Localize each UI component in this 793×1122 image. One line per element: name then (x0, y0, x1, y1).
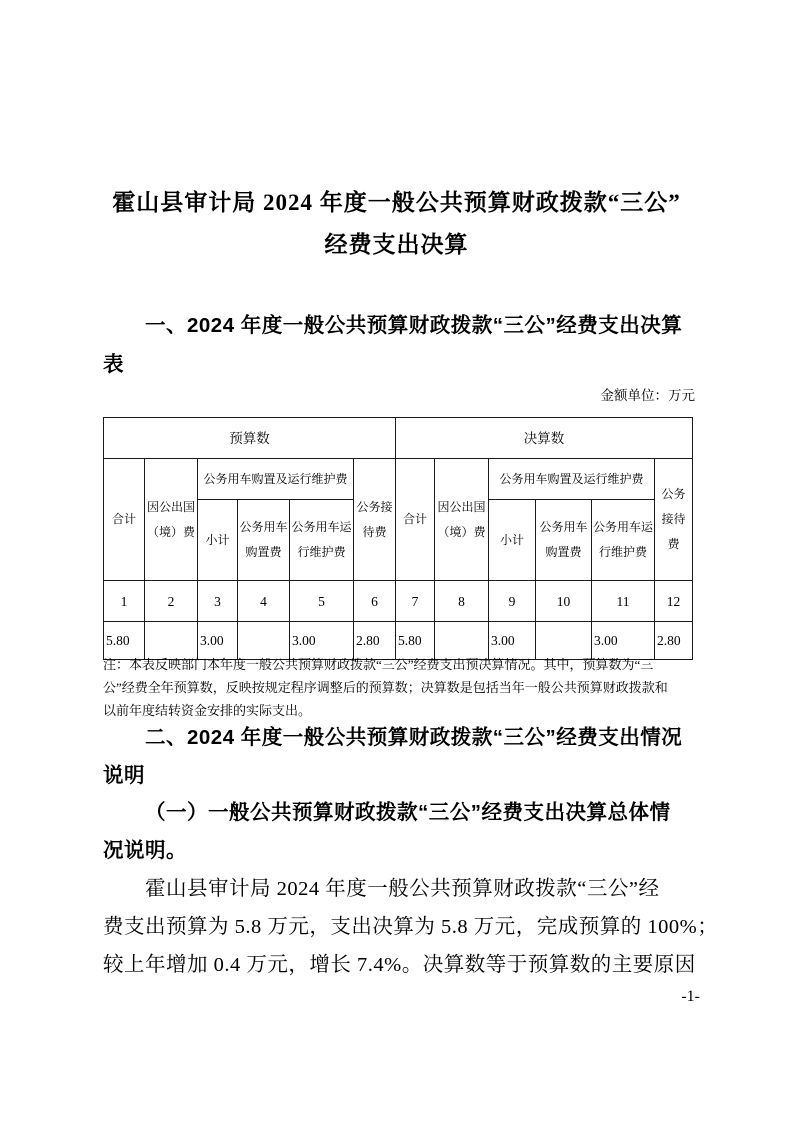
column-number-cell: 12 (655, 581, 693, 622)
column-number-cell: 5 (290, 581, 354, 622)
column-number-cell: 6 (354, 581, 396, 622)
column-number-cell: 1 (104, 581, 145, 622)
header-vehicle-group-budget: 公务用车购置及运行维护费 (198, 459, 354, 500)
three-public-expense-table (103, 417, 693, 660)
table-note (103, 653, 668, 722)
table-note-line-3: 以前年度结转资金安排的实际支出。 (103, 703, 312, 718)
value-cell: 3.00 (198, 622, 238, 660)
header-vehicle-maintenance-final: 公务用车运行维护费 (592, 500, 655, 581)
header-total-final: 合计 (396, 459, 435, 581)
column-number-cell: 4 (238, 581, 290, 622)
page-number: -1- (681, 988, 700, 1005)
header-total-budget: 合计 (104, 459, 145, 581)
header-abroad-final: 因公出国（境）费 (435, 459, 489, 581)
column-number-cell: 9 (489, 581, 536, 622)
column-number-cell: 2 (145, 581, 198, 622)
value-cell: 3.00 (592, 622, 655, 660)
value-cell: 5.80 (104, 622, 145, 660)
section1-heading-line-2: 表 (103, 353, 124, 376)
column-number-cell: 11 (592, 581, 655, 622)
value-cell: 5.80 (396, 622, 435, 660)
section2-heading-line-2: 说明 (103, 764, 145, 787)
header-vehicle-purchase-budget: 公务用车购置费 (238, 500, 290, 581)
header-vehicle-group-final: 公务用车购置及运行维护费 (489, 459, 655, 500)
value-cell: 2.80 (354, 622, 396, 660)
header-vehicle-maintenance-budget: 公务用车运行维护费 (290, 500, 354, 581)
header-vehicle-subtotal-budget: 小计 (198, 500, 238, 581)
body-paragraph-line-2: 费支出预算为 5.8 万元，支出决算为 5.8 万元，完成预算的 100%； (103, 916, 719, 938)
value-cell: 3.00 (489, 622, 536, 660)
column-number-cell: 3 (198, 581, 238, 622)
subsection-heading-line-1: （一）一般公共预算财政拨款“三公”经费支出决算总体情 (145, 801, 671, 824)
value-cell: 2.80 (655, 622, 693, 660)
doc-title-line-2: 经费支出决算 (324, 232, 469, 257)
table-note-line-1: 注：本表反映部门本年度一般公共预算财政拨款“三公”经费支出预决算情况。其中，预算数为“三 (103, 657, 654, 672)
amount-unit-label: 金额单位：万元 (600, 388, 695, 403)
group-header-final: 决算数 (396, 418, 693, 459)
table-note-line-2: 公”经费全年预算数，反映按规定程序调整后的预算数；决算数是包括当年一般公共预算财政拨款和 (103, 680, 668, 695)
column-number-cell: 8 (435, 581, 489, 622)
header-reception-budget: 公务接待费 (354, 459, 396, 581)
section2-heading-line-1: 二、2024 年度一般公共预算财政拨款“三公”经费支出情况 (145, 726, 683, 749)
group-header-budget: 预算数 (104, 418, 396, 459)
column-number-cell: 7 (396, 581, 435, 622)
header-vehicle-purchase-final: 公务用车购置费 (536, 500, 592, 581)
header-vehicle-subtotal-final: 小计 (489, 500, 536, 581)
header-reception-final: 公务接待费 (655, 459, 693, 581)
subsection-heading-line-2: 况说明。 (103, 839, 187, 862)
header-abroad-budget: 因公出国（境）费 (145, 459, 198, 581)
column-number-cell: 10 (536, 581, 592, 622)
doc-title-line-1: 霍山县审计局 2024 年度一般公共预算财政拨款“三公” (112, 190, 681, 215)
section1-heading-line-1: 一、2024 年度一般公共预算财政拨款“三公”经费支出决算 (145, 314, 683, 337)
body-paragraph-line-1: 霍山县审计局 2024 年度一般公共预算财政拨款“三公”经 (145, 878, 660, 900)
body-paragraph-line-3: 较上年增加 0.4 万元，增长 7.4%。决算数等于预算数的主要原因 (103, 954, 696, 976)
value-cell: 3.00 (290, 622, 354, 660)
